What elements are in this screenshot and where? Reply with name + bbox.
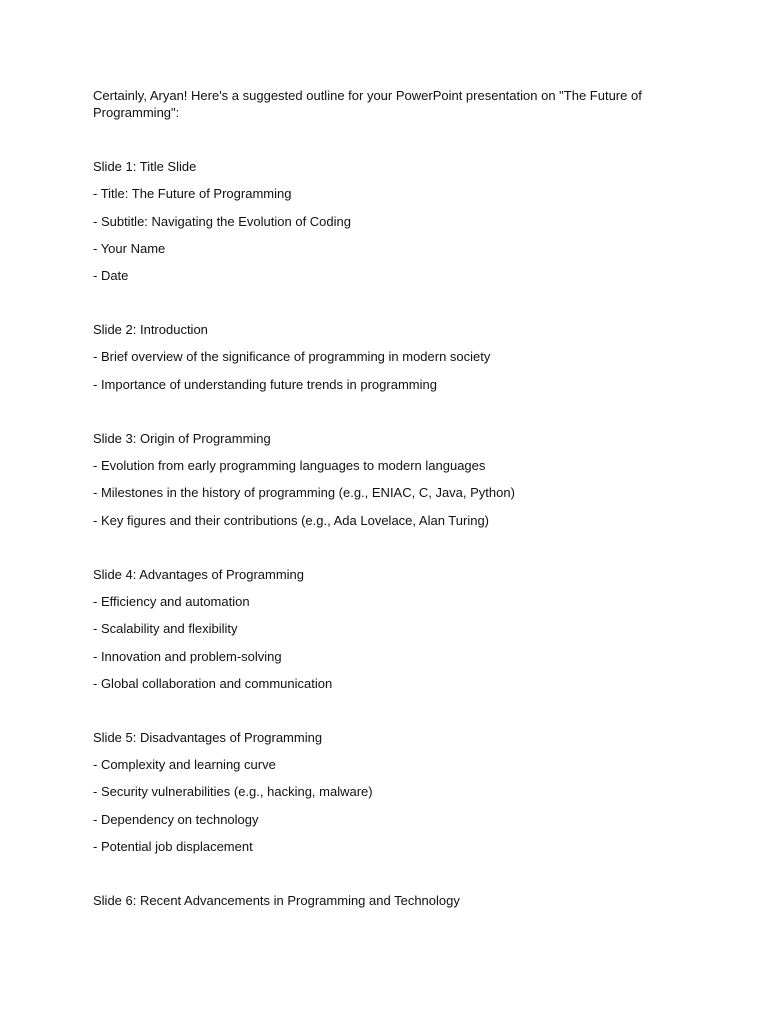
slide-item: - Title: The Future of Programming [93, 186, 292, 202]
slide-section-6 [93, 892, 683, 909]
slide-item: - Key figures and their contributions (e.g., Ada Lovelace, Alan Turing) [93, 512, 490, 528]
slide-item: - Importance of understanding future trends in programming [93, 376, 437, 392]
slide-item: - Scalability and flexibility [93, 621, 238, 637]
slide-heading: Slide 6: Recent Advancements in Programming and Technology [93, 893, 460, 909]
slide-item: - Brief overview of the significance of programming in modern society [93, 349, 491, 365]
slide-item: - Subtitle: Navigating the Evolution of Coding [93, 213, 351, 229]
slide-heading: Slide 3: Origin of Programming [93, 430, 271, 446]
document-body [93, 87, 683, 909]
slide-section-2 [93, 321, 683, 393]
slide-item: - Your Name [93, 240, 166, 256]
slide-item: - Dependency on technology [93, 811, 259, 827]
slide-item: - Evolution from early programming languages to modern languages [93, 458, 486, 474]
slide-heading: Slide 4: Advantages of Programming [93, 566, 305, 582]
slide-section-3 [93, 430, 683, 529]
slide-item: - Global collaboration and communication [93, 675, 333, 691]
slide-item: - Date [93, 268, 129, 284]
slide-item: - Complexity and learning curve [93, 757, 276, 773]
slide-item: - Innovation and problem-solving [93, 648, 282, 664]
slide-section-5 [93, 729, 683, 855]
slide-section-4 [93, 566, 683, 692]
slide-heading: Slide 1: Title Slide [93, 159, 197, 174]
slide-section-1 [93, 158, 683, 284]
slide-item: - Security vulnerabilities (e.g., hacking, malware) [93, 784, 373, 800]
slide-item: - Milestones in the history of programming (e.g., ENIAC, C, Java, Python) [93, 485, 515, 501]
slide-item: - Efficiency and automation [93, 593, 250, 609]
slide-item: - Potential job displacement [93, 839, 253, 855]
slide-heading: Slide 2: Introduction [93, 322, 208, 338]
intro-paragraph: Certainly, Aryan! Here's a suggested outline for your PowerPoint presentation on "The Future of Programming": [93, 88, 642, 120]
slide-heading: Slide 5: Disadvantages of Programming [93, 729, 323, 745]
